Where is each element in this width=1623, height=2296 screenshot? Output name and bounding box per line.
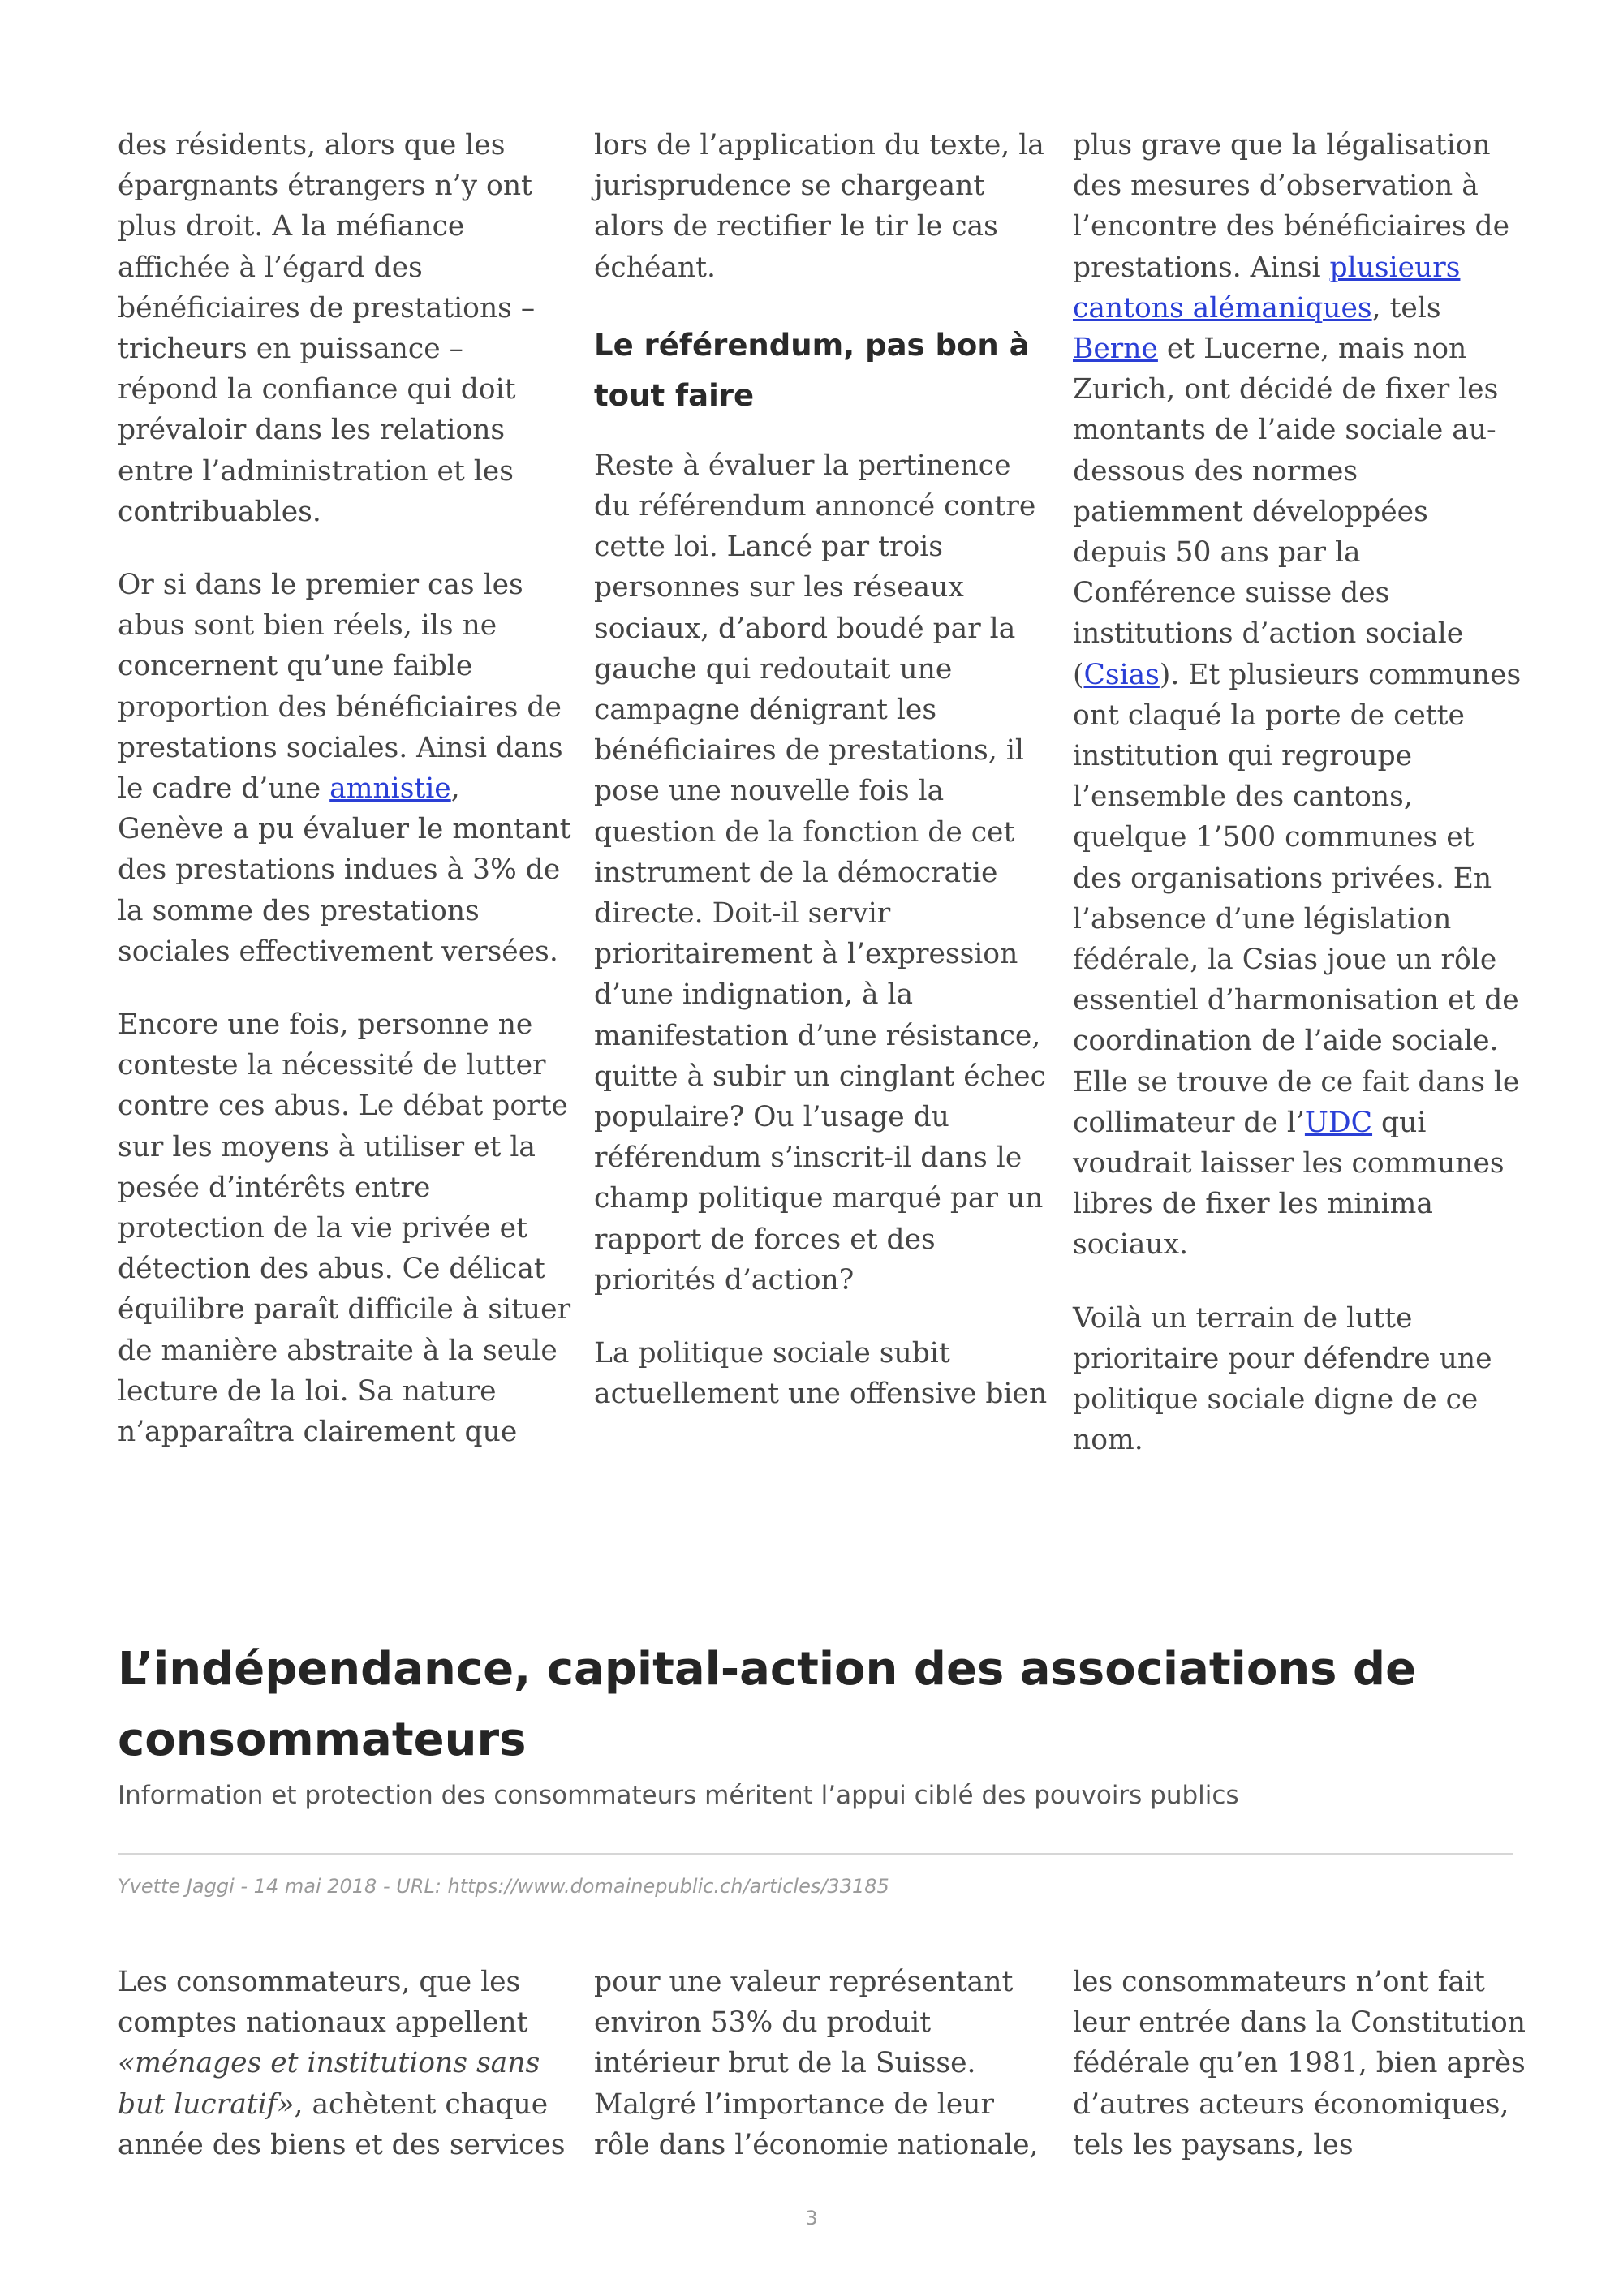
paragraph bbox=[1073, 125, 1527, 1266]
article1-column-3 bbox=[1073, 125, 1527, 1494]
paragraph: des résidents, alors que les épargnants étrangers n’y ont plus droit. A la méfiance affichée à l’égard des bénéficiaires de prestations – tricheurs en puissance – répond la confiance qui doit prévaloir dans les relations entre l’administration et les contribuables. bbox=[118, 129, 536, 528]
text: Or si dans le premier cas les abus sont bien réels, ils ne concernent qu’une faible proportion des bénéficiaires de prestations sociales. Ainsi dans le cadre d’une bbox=[118, 569, 563, 806]
text: qui voudrait laisser les communes libres de fixer les minima sociaux. bbox=[1073, 1106, 1505, 1262]
article2-column-2 bbox=[594, 1962, 1048, 2198]
paragraph: Voilà un terrain de lutte prioritaire pour défendre une politique sociale digne de ce nom. bbox=[1073, 1301, 1492, 1457]
text: , tels bbox=[1371, 291, 1441, 325]
link-amnistie[interactable]: amnistie bbox=[329, 772, 451, 806]
paragraph: La politique sociale subit actuellement une offensive bien bbox=[594, 1337, 1048, 1411]
paragraph bbox=[118, 1962, 572, 2165]
paragraph: les consommateurs n’ont fait leur entrée dans la Constitution fédérale qu’en 1981, bien après d’autres acteurs économiques, tels les paysans, les bbox=[1073, 1966, 1526, 2161]
article2-column-3 bbox=[1073, 1962, 1527, 2198]
page-number: 3 bbox=[805, 2207, 818, 2229]
paragraph bbox=[118, 565, 572, 972]
paragraph: pour une valeur représentant environ 53% du produit intérieur brut de la Suisse. Malgré l’importance de leur rôle dans l’économie nationale, bbox=[594, 1966, 1039, 2161]
divider bbox=[118, 1853, 1513, 1855]
section-subheading: Le référendum, pas bon à tout faire bbox=[594, 327, 1030, 413]
emphasis-text: «ménages et institutions sans but lucratif» bbox=[118, 2047, 540, 2121]
text: , achètent chaque année des biens et des services bbox=[118, 2087, 566, 2161]
text: , Genève a pu évaluer le montant des prestations indues à 3% de la somme des prestations sociales effectivement versées. bbox=[118, 772, 571, 968]
link-csias[interactable]: Csias bbox=[1083, 658, 1160, 691]
text: ). Et plusieurs communes ont claqué la porte de cette institution qui regroupe l’ensemble des cantons, quelque 1’500 communes et des organisations privées. En l’absence d’une législation fédérale, la Csias joue un rôle essentiel d’harmonisation et de coordination de l’aide sociale. Elle se trouve de ce fait dans le collimateur de l’ bbox=[1073, 658, 1522, 1139]
article-meta: Yvette Jaggi - 14 mai 2018 - URL: https://www.domainepublic.ch/articles/33185 bbox=[118, 1875, 889, 1898]
paragraph: Reste à évaluer la pertinence du référendum annoncé contre cette loi. Lancé par trois personnes sur les réseaux sociaux, d’abord boudé par la gauche qui redoutait une campagne dénigrant les bénéficiaires de prestations, il pose une nouvelle fois la question de la fonction de cet instrument de la démocratie directe. Doit-il servir prioritairement à l’expression d’une indignation, à la manifestation d’une résistance, quitte à subir un cinglant échec populaire? Ou l’usage du référendum s’inscrit-il dans le champ politique marqué par un rapport de forces et des priorités d’action? bbox=[594, 449, 1046, 1296]
article1-column-1 bbox=[118, 125, 572, 1485]
link-berne[interactable]: Berne bbox=[1073, 333, 1158, 366]
article-title: L’indépendance, capital-action des associations de consommateurs bbox=[118, 1643, 1417, 1766]
text: et Lucerne, mais non Zurich, ont décidé de fixer les montants de l’aide sociale au-dessous des normes patiemment développées depuis 50 ans par la Conférence suisse des institutions d’action sociale ( bbox=[1073, 333, 1499, 691]
text: plus grave que la légalisation des mesures d’observation à l’encontre des bénéficiaires de prestations. Ainsi bbox=[1073, 129, 1510, 284]
paragraph: Encore une fois, personne ne conteste la nécessité de lutter contre ces abus. Le débat porte sur les moyens à utiliser et la pesée d’intérêts entre protection de la vie privée et détection des abus. Ce délicat équilibre paraît difficile à situer de manière abstraite à la seule lecture de la loi. Sa nature n’apparaîtra clairement que bbox=[118, 1008, 571, 1449]
link-udc[interactable]: UDC bbox=[1304, 1106, 1373, 1139]
article1-column-2 bbox=[594, 125, 1048, 1447]
article2-column-1 bbox=[118, 1962, 572, 2198]
link-plusieurs-cantons[interactable]: plusieurs cantons alémaniques bbox=[1073, 251, 1461, 325]
article-subtitle: Information et protection des consommateurs méritent l’appui ciblé des pouvoirs publics bbox=[118, 1781, 1239, 1810]
text: Les consommateurs, que les comptes nationaux appellent bbox=[118, 1966, 528, 2040]
paragraph: lors de l’application du texte, la jurisprudence se chargeant alors de rectifier le tir le cas échéant. bbox=[594, 129, 1044, 284]
